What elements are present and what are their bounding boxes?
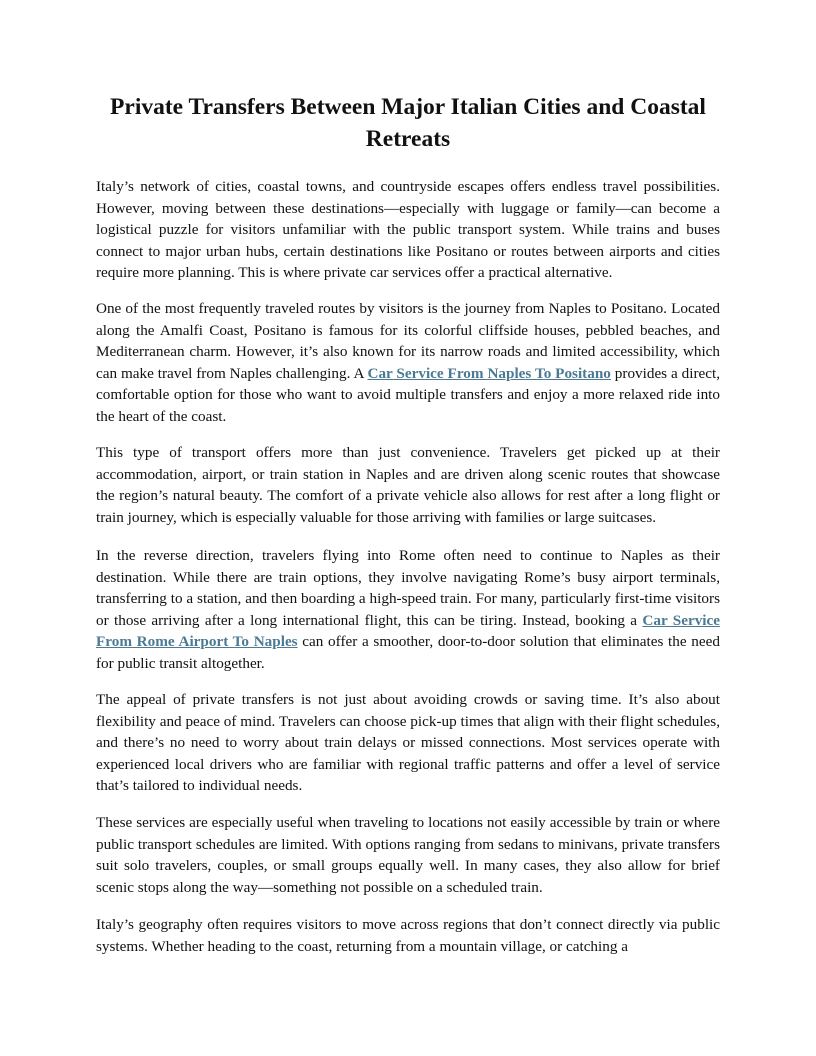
- paragraph-text: can offer a smoother, door-to-door solution that eliminates the need for public transit altogether.: [96, 633, 720, 672]
- paragraph-appeal: The appeal of private transfers is not just about avoiding crowds or saving time. It’s also about flexibility and peace of mind. Travelers can choose pick-up times that align with their flight schedules, and there’s no need to worry about train delays or missed connections. Most services operate with experienced local drivers who are familiar with regional traffic patterns and offer a level of service that’s tailored to individual needs.: [96, 691, 720, 795]
- paragraph-rome-naples: [96, 545, 720, 675]
- paragraph-naples-positano: [96, 298, 720, 428]
- paragraph-geography: Italy’s geography often requires visitors to move across regions that don’t connect directly via public systems. Whether heading to the coast, returning from a mountain village, or catching a: [96, 916, 720, 955]
- rome-airport-naples-link[interactable]: Car Service From Rome Airport To Naples: [96, 611, 720, 651]
- paragraph-usefulness: These services are especially useful when traveling to locations not easily accessible by train or where public transport schedules are limited. With options ranging from sedans to minivans, private transfers suit solo travelers, couples, or small groups equally well. In many cases, they also allow for brief scenic stops along the way—something not possible on a scheduled train.: [96, 814, 720, 896]
- paragraph-transport-benefits: This type of transport offers more than just convenience. Travelers get picked up at their accommodation, airport, or train station in Naples and are driven along scenic routes that showcase the region’s natural beauty. The comfort of a private vehicle also allows for rest after a long flight or train journey, which is especially valuable for those arriving with families or large suitcases.: [96, 444, 720, 526]
- page-title: Private Transfers Between Major Italian Cities and Coastal Retreats: [110, 94, 706, 152]
- paragraph-text: provides a direct, comfortable option for those who want to avoid multiple transfers and enjoy a more relaxed ride into the heart of the coast.: [96, 364, 721, 425]
- paragraph-text: In the reverse direction, travelers flying into Rome often need to continue to Naples as their destination. While there are train options, they involve navigating Rome’s busy airport terminals, transferring to a station, and then boarding a high-speed train. For many, particularly first-time visitors or those arriving after a long international flight, this can be tiring. Instead, booking a: [96, 547, 720, 629]
- paragraph-text: One of the most frequently traveled routes by visitors is the journey from Naples to Positano. Located along the Amalfi Coast, Positano is famous for its colorful cliffside houses, pebbled beaches, and Mediterranean charm. However, it’s also known for its narrow roads and limited accessibility, which can make travel from Naples challenging. A: [96, 300, 720, 382]
- naples-positano-link[interactable]: Car Service From Naples To Positano: [367, 364, 611, 382]
- paragraph-intro: Italy’s network of cities, coastal towns, and countryside escapes offers endless travel possibilities. However, moving between these destinations—especially with luggage or family—can become a logistical puzzle for visitors unfamiliar with the public transport system. While trains and buses connect to major urban hubs, certain destinations like Positano or routes between airports and cities require more planning. This is where private car services offer a practical alternative.: [96, 178, 720, 282]
